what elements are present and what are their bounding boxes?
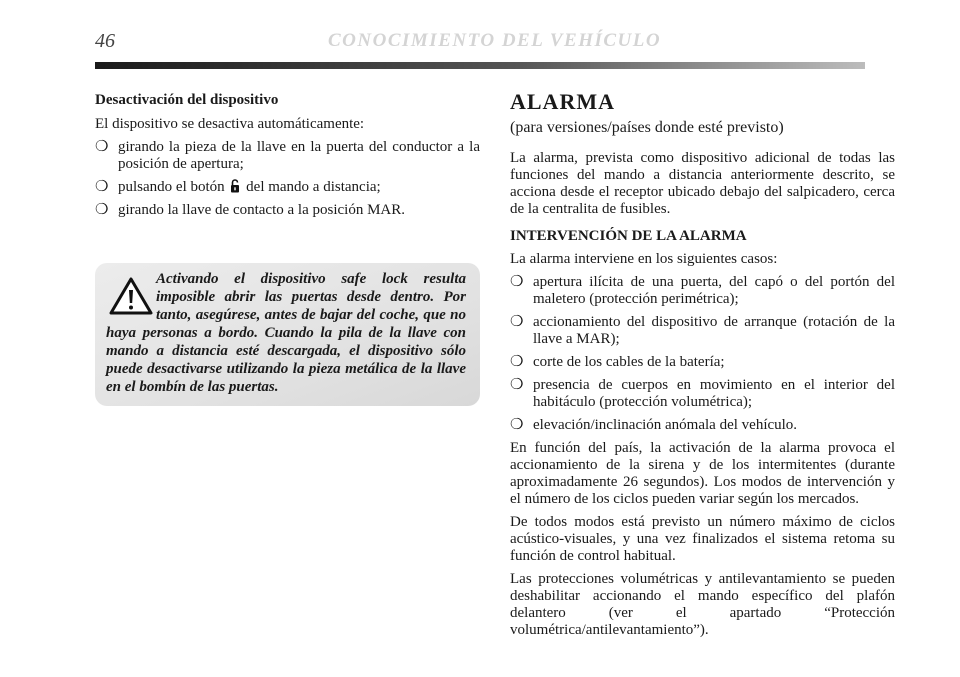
- warning-text-block: [106, 270, 466, 396]
- section-title: CONOCIMIENTO DEL VEHÍCULO: [328, 30, 662, 51]
- header-rule: [95, 62, 865, 69]
- bullet-icon: ❍: [510, 274, 524, 290]
- alarm-title: ALARMA: [510, 89, 615, 114]
- list-item-text: pulsando el botón: [118, 179, 225, 195]
- unlock-icon: [230, 179, 240, 193]
- list-item: [510, 314, 895, 348]
- list-item-text: elevación/inclinación anómala del vehículo.: [533, 417, 798, 433]
- list-item-text: girando la pieza de la llave en la puerta del conductor a la posición de apertura;: [118, 139, 480, 172]
- bullet-icon: ❍: [95, 179, 109, 195]
- bullet-icon: ❍: [510, 354, 524, 370]
- bullet-icon: ❍: [510, 417, 524, 433]
- intervention-heading: INTERVENCIÓN DE LA ALARMA: [510, 228, 747, 244]
- list-item: [95, 139, 480, 173]
- right-column: [510, 90, 895, 645]
- list-item: [510, 354, 895, 371]
- deactivation-intro: El dispositivo se desactiva automáticamente:: [95, 116, 365, 132]
- list-item: [95, 202, 480, 219]
- warning-text: Activando el dispositivo safe lock resulta imposible abrir las puertas desde dentro. Por tanto, asegúrese, antes de bajar del coche, que no haya personas a bordo. Cuando la pila de la llave con mando a distancia esté descargada, el dispositivo sólo puede desactivarse utilizando la pieza metálica de la llave en el bombín de las puertas.: [106, 271, 466, 395]
- alarm-intro: La alarma, prevista como dispositivo adicional de todas las funciones del mando a distancia anteriormente descrito, se acciona desde el receptor ubicado debajo del salpicadero, cerca de la centralita de fusibles.: [510, 150, 895, 217]
- alarm-subtitle: (para versiones/países donde esté previsto): [510, 119, 784, 136]
- bullet-icon: ❍: [510, 314, 524, 330]
- list-item: [510, 274, 895, 308]
- cases-intro: La alarma interviene en los siguientes casos:: [510, 251, 778, 267]
- deactivation-heading: Desactivación del dispositivo: [95, 92, 279, 108]
- list-item: [95, 179, 480, 196]
- cases-list: [510, 274, 895, 434]
- list-item-text: corte de los cables de la batería;: [533, 354, 725, 370]
- deactivation-list: [95, 139, 480, 219]
- list-item-text: girando la llave de contacto a la posición MAR.: [118, 202, 405, 218]
- list-item: [510, 417, 895, 434]
- icon-spacer: [106, 270, 156, 324]
- list-item: [510, 377, 895, 411]
- left-column: [95, 92, 480, 225]
- paragraph: Las protecciones volumétricas y antilevantamiento se pueden deshabilitar accionando el mando específico del plafón delantero (ver el apartado “Protección volumétrica/antilevantamiento”).: [510, 571, 895, 638]
- list-item-text: presencia de cuerpos en movimiento en el interior del habitáculo (protección volumétrica);: [533, 377, 895, 410]
- list-item-text: accionamiento del dispositivo de arranque (rotación de la llave a MAR);: [533, 314, 895, 347]
- bullet-icon: ❍: [95, 139, 109, 155]
- list-item-text: apertura ilícita de una puerta, del capó o del portón del maletero (protección perimétrica);: [533, 274, 895, 307]
- paragraph: En función del país, la activación de la alarma provoca el accionamiento de la sirena y de los intermitentes (durante aproximadamente 26 segundos). Los modos de intervención y el número de los ciclos pueden variar según los mercados.: [510, 440, 895, 507]
- bullet-icon: ❍: [95, 202, 109, 218]
- bullet-icon: ❍: [510, 377, 524, 393]
- list-item-suffix: del mando a distancia;: [246, 179, 381, 195]
- warning-box: [95, 263, 480, 406]
- page-number: 46: [95, 30, 115, 52]
- page-header: [95, 28, 865, 58]
- paragraph: De todos modos está previsto un número máximo de ciclos acústico-visuales, y una vez finalizados el sistema retoma su función de control habitual.: [510, 514, 895, 564]
